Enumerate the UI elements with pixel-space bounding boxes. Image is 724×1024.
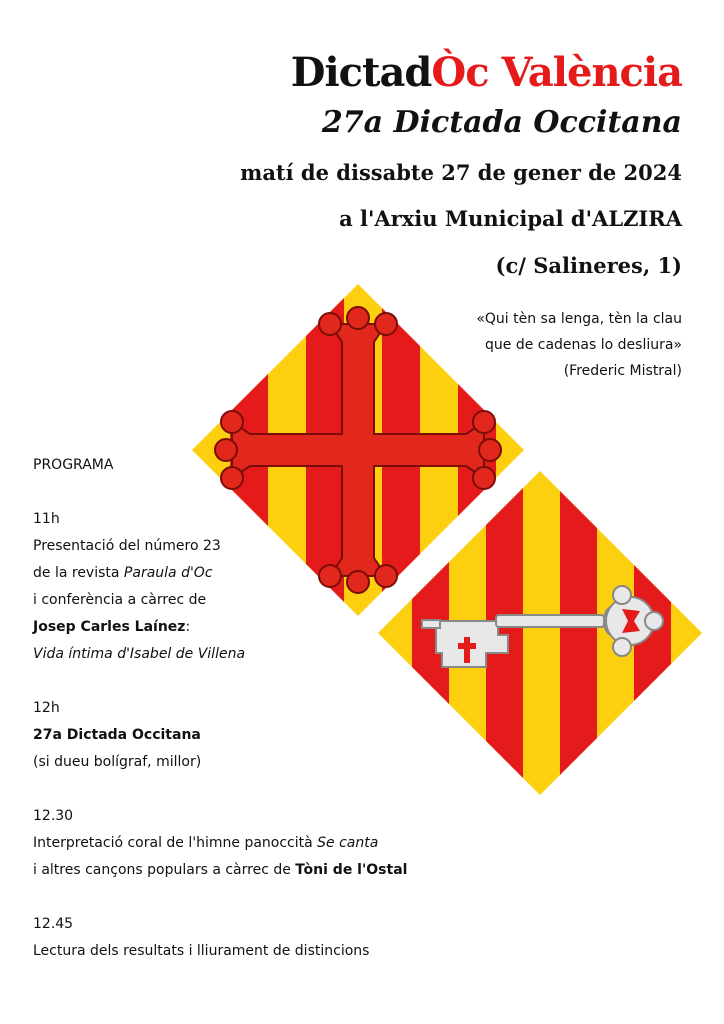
talk-title-text: Vida íntima d'Isabel de Villena [33, 646, 246, 662]
date-line: matí de dissabte 27 de gener de 2024 [240, 160, 682, 185]
address-line: (c/ Salineres, 1) [495, 253, 682, 278]
choir-name: Tòni de l'Ostal [295, 862, 408, 878]
item-2-time: 12h [33, 700, 60, 716]
item-3-line-1-text: Interpretació coral de l'himne panoccità [33, 835, 318, 851]
item-3-line-2 [33, 857, 433, 884]
item-3-line-1 [33, 830, 433, 857]
speaker-suffix: : [185, 619, 191, 635]
program-heading: PROGRAMA [33, 457, 114, 473]
quote-author: (Frederic Mistral) [563, 363, 682, 379]
talk-title [33, 641, 433, 668]
item-2-title-text: 27a Dictada Occitana [33, 727, 201, 743]
title-part-black: Dictad [290, 49, 432, 96]
item-2-note: (si dueu bolígraf, millor) [33, 754, 202, 770]
song-title: Se canta [317, 835, 379, 851]
item-4-line-1: Lectura dels resultats i lliurament de distincions [33, 943, 370, 959]
quote-line-2: que de cadenas lo desliura» [485, 337, 682, 353]
item-3-time: 12.30 [33, 808, 74, 824]
program-section [33, 452, 433, 965]
venue-line: a l'Arxiu Municipal d'ALZIRA [339, 206, 682, 231]
page-title [291, 44, 682, 102]
item-1-line-3: i conferència a càrrec de [33, 592, 207, 608]
item-1-speaker-line [33, 614, 433, 641]
item-1-line-1: Presentació del número 23 [33, 538, 221, 554]
speaker-name: Josep Carles Laínez [33, 619, 186, 635]
magazine-title: Paraula d'Oc [123, 565, 213, 581]
quote-line-1: «Qui tèn sa lenga, tèn la clau [476, 311, 682, 327]
item-4-time: 12.45 [33, 916, 74, 932]
item-1-line-2 [33, 560, 433, 587]
item-1-line-2-text: de la revista [33, 565, 124, 581]
item-2-title [33, 722, 433, 749]
item-3-line-2-text: i altres cançons populars a càrrec de [33, 862, 296, 878]
item-1-time: 11h [33, 511, 60, 527]
subtitle: 27a Dictada Occitana [321, 105, 682, 140]
title-part-red: Òc València [431, 49, 682, 96]
